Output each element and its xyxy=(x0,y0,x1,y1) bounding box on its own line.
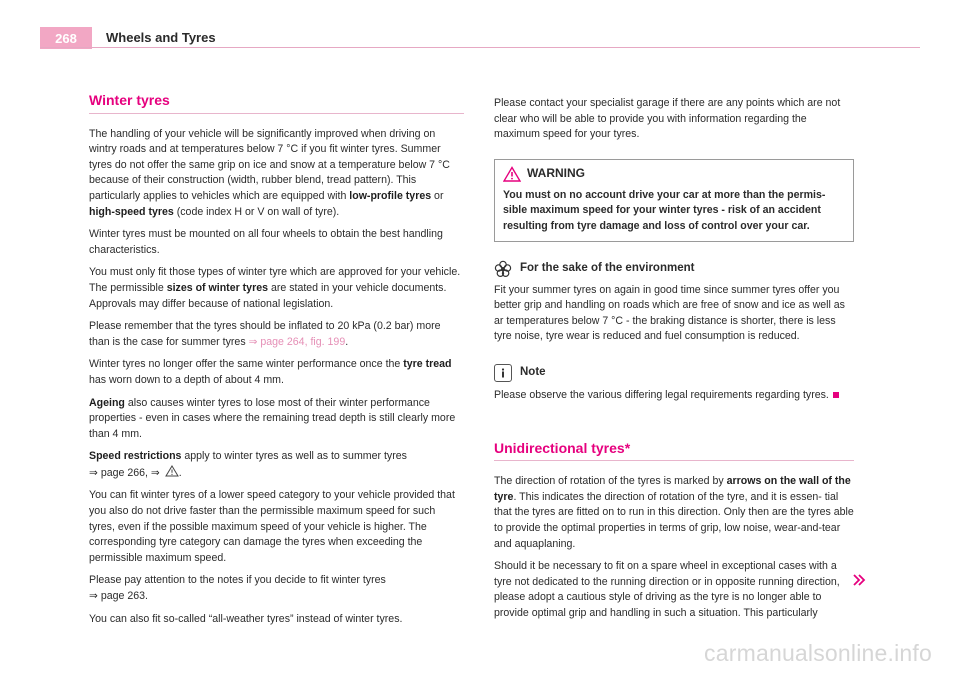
paragraph: Winter tyres must be mounted on all four wheels to obtain the best handling characteristics. xyxy=(89,228,443,256)
paragraph: Should it be necessary to fit on a spare wheel in exceptional cases with a tyre not dedicated to the running direction or in opposite running direction, please adopt a cautious style of driving as the tyre is no longer able to provide optimal grip and handling in such a situation. This particularly xyxy=(494,560,840,619)
warning-triangle-icon xyxy=(165,465,179,477)
warning-header xyxy=(495,160,853,186)
paragraph: Ageing also causes winter tyres to lose most of their winter performance properties - even in cases where the remaining tread depth is still clearly more than 4 mm. xyxy=(89,396,456,440)
section-heading-unidirectional-tyres xyxy=(494,441,854,462)
paragraph: Please pay attention to the notes if you decide to fit winter tyres ⇒ page 263. xyxy=(89,574,386,603)
paragraph: Please contact your specialist garage if there are any points which are not clear who will be able to provide you with information regarding the maximum speed for your tyres. xyxy=(494,97,841,141)
paragraph: You can fit winter tyres of a lower speed category to your vehicle provided that you also do not drive faster than the permissible maximum speed for such tyres, even if the possible maximum speed of your vehicle is higher. The corresponding tyre category can damage the tyres when exceeding the permissible maximum speed. xyxy=(89,489,455,564)
watermark: carmanualsonline.info xyxy=(704,640,932,666)
right-column xyxy=(494,96,854,628)
header-rule xyxy=(40,47,920,48)
page-reference-link[interactable]: ⇒ page 264, fig. 199 xyxy=(248,335,346,348)
environment-title: For the sake of the environment xyxy=(520,261,695,274)
page-number: 268 xyxy=(40,27,92,49)
section-heading-winter-tyres xyxy=(89,93,464,114)
flower-icon xyxy=(494,260,512,278)
paragraph: You must only fit those types of winter tyre which are approved for your vehicle. The permissible sizes of winter tyres are stated in your vehicle documents. Approvals may differ because of national legislation. xyxy=(89,266,461,310)
heading-winter-tyres: Winter tyres xyxy=(89,92,170,108)
paragraph: Winter tyres no longer offer the same winter performance once the tyre tread has worn down to a depth of about 4 mm. xyxy=(89,358,452,386)
note-icon xyxy=(494,364,512,382)
chapter-title: Wheels and Tyres xyxy=(106,30,216,45)
warning-text: You must on no account drive your car at more than the permis- sible maximum speed for your winter tyres - risk of an accident resulting from tyre damage and loss of control over your car. xyxy=(503,188,826,232)
paragraph: Speed restrictions apply to winter tyres as well as to summer tyres ⇒ page 266, ⇒ . xyxy=(89,450,407,479)
heading-unidirectional-tyres: Unidirectional tyres* xyxy=(494,439,631,456)
warning-icon xyxy=(503,166,521,182)
paragraph: You can also fit so-called “all-weather tyres” instead of winter tyres. xyxy=(89,612,403,625)
paragraph: The handling of your vehicle will be significantly improved when driving on wintry roads and at temperatures below 7 °C if you fit winter tyres. Summer tyres do not offer the same grip on ice and snow at a temperature below 7 °C because of their construction (width, rubber blend, tread pattern). This particularly applies to vehicles which are equipped with low-profile tyres or high-speed tyres (code index H or V on wall of tyre). xyxy=(89,127,450,218)
paragraph: Please observe the various differing legal requirements regarding tyres. xyxy=(494,388,854,404)
end-of-section-marker xyxy=(833,392,839,398)
note-title: Note xyxy=(520,366,546,379)
paragraph: The direction of rotation of the tyres is marked by arrows on the wall of the tyre. This indicates the direction of rotation of the tyre, and it is essen- tial that the tyres are fitted on to run in this direction. Only then are the tyres able to provide the optimal properties in terms of grip, low noise, wear-and-tear and aquaplaning. xyxy=(494,475,854,550)
continue-arrow-icon[interactable] xyxy=(852,573,866,587)
environment-heading xyxy=(494,260,854,278)
warning-title: WARNING xyxy=(527,165,585,180)
warning-box xyxy=(494,159,854,242)
page-reference[interactable]: ⇒ page 263. xyxy=(89,590,148,603)
paragraph: Fit your summer tyres on again in good time since summer tyres offer you better grip and handling on roads which are free of snow and ice as well as ar temperatures below 7 °C - the braking distance is shorter, there is less tyre noise, tyre wear is reduced and fuel consumption is reduced. xyxy=(494,283,845,343)
paragraph: Please remember that the tyres should be inflated to 20 kPa (0.2 bar) more than is the case for summer tyres ⇒ page 264, fig. 199. xyxy=(89,320,441,348)
left-column xyxy=(89,93,464,634)
note-heading xyxy=(494,364,854,382)
page-reference[interactable]: ⇒ page 266, ⇒ xyxy=(89,466,160,479)
